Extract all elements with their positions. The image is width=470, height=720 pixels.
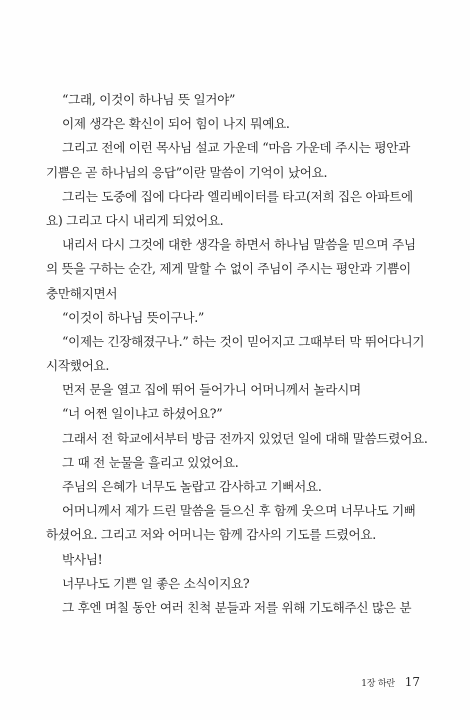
text-line: 그리는 도중에 집에 다다라 엘리베이터를 타고(저희 집은 아파트에 bbox=[62, 188, 413, 204]
text-line: 시작했어요. bbox=[46, 358, 110, 374]
text-line: “이것이 하나님 뜻이구나.” bbox=[62, 309, 205, 325]
page-footer bbox=[361, 675, 420, 689]
text-line: 주님의 은혜가 너무도 놀랍고 감사하고 기뻐서요. bbox=[62, 479, 322, 494]
text-line: 어머니께서 제가 드린 말씀을 들으신 후 함께 웃으며 너무나도 기뻐 bbox=[62, 503, 416, 519]
text-line: 내리서 다시 그것에 대한 생각을 하면서 하나님 말씀을 믿으며 주님 bbox=[62, 237, 416, 253]
text-line: 박사님! bbox=[62, 551, 103, 567]
text-line: 그리고 전에 이런 목사님 설교 가운데 “마음 가운데 주시는 평안과 bbox=[62, 140, 410, 156]
text-line: 의 뜻을 구하는 순간, 제게 말할 수 없이 주님이 주시는 평안과 기쁨이 bbox=[46, 261, 411, 277]
text-line: 그래서 전 학교에서부터 방금 전까지 있었던 일에 대해 말씀드렸어요. bbox=[62, 430, 428, 446]
text-line: 너무나도 기쁜 일 좋은 소식이지요? bbox=[62, 575, 250, 591]
text-line: 그 후엔 며칠 동안 여러 친척 분들과 저를 위해 기도해주신 많은 분 bbox=[62, 599, 412, 615]
text-line: 먼저 문을 열고 집에 뛰어 들어가니 어머니께서 놀라시며 bbox=[62, 382, 361, 398]
text-line: “너 어쩐 일이냐고 하셨어요?” bbox=[62, 406, 223, 422]
body-text bbox=[46, 88, 434, 620]
text-line: 충만해지면서 bbox=[46, 285, 118, 301]
text-line: 그 때 전 눈물을 흘리고 있었어요. bbox=[62, 454, 239, 470]
text-line: 요) 그리고 다시 내리게 되었어요. bbox=[46, 212, 224, 228]
text-line: “이제는 긴장해졌구나.” 하는 것이 믿어지고 그때부터 막 뛰어다니기 bbox=[62, 333, 425, 349]
page-number: 17 bbox=[404, 675, 420, 689]
chapter-label: 1장 하란 bbox=[361, 679, 395, 689]
text-line: 기쁨은 곧 하나님의 응답”이란 말씀이 기억이 났어요. bbox=[46, 164, 328, 180]
text-line: 하셨어요. 그리고 저와 어머니는 함께 감사의 기도를 드렸어요. bbox=[46, 527, 376, 543]
text-line: “그래, 이것이 하나님 뜻 일거야” bbox=[62, 92, 236, 107]
text-line: 이제 생각은 확신이 되어 힘이 나지 뭐예요. bbox=[62, 116, 290, 132]
